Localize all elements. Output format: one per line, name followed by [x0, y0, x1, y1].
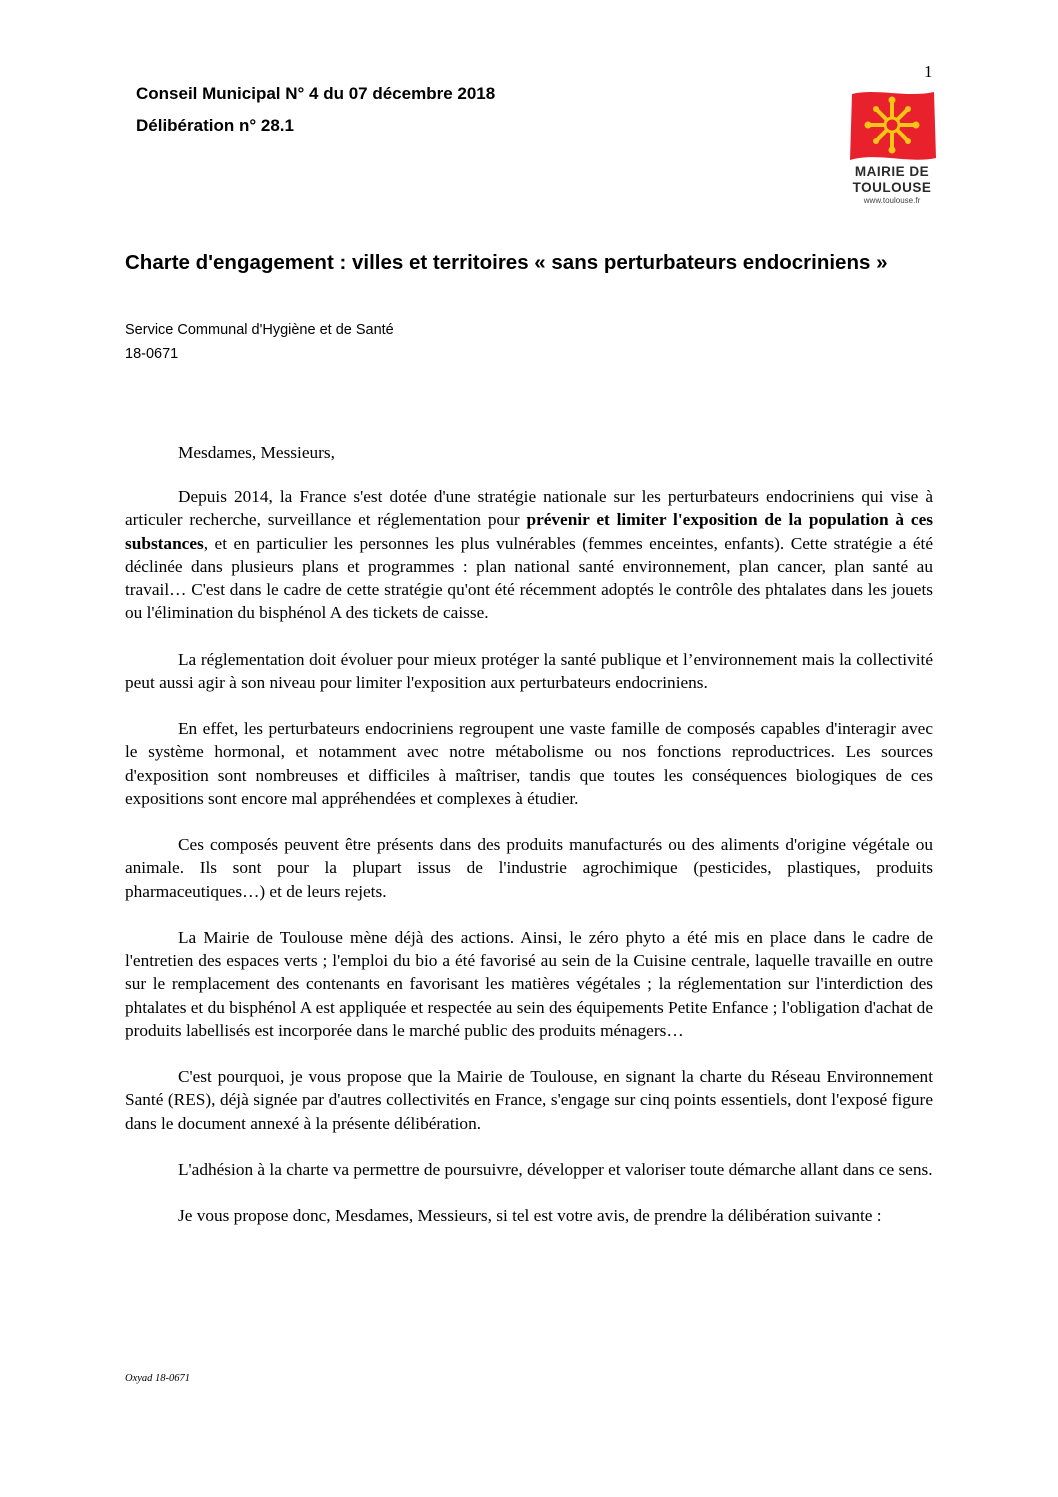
- salutation: Mesdames, Messieurs,: [178, 443, 335, 462]
- document-body: [125, 441, 933, 1251]
- paragraph-regulation: La réglementation doit évoluer pour mieux protéger la santé publique et l’environnement mais la collectivité peut aussi agir à son niveau pour limiter l'exposition aux perturbateurs endocriniens.: [125, 649, 933, 692]
- paragraph-endocrine-disruptors: En effet, les perturbateurs endocriniens regroupent une vaste famille de composés capables d'interagir avec le système hormonal, et notamment avec notre métabolisme ou nos fonctions reproductrices. Les sources d'exposition sont nombreuses et difficiles à maîtriser, tandis que toutes les conséquences biologiques de ces expositions sont encore mal appréhendées et complexes à étudier.: [125, 719, 933, 808]
- paragraph-proposal: C'est pourquoi, je vous propose que la Mairie de Toulouse, en signant la charte du Réseau Environnement Santé (RES), déjà signée par d'autres collectivités en France, s'engage sur cinq points essentiels, dont l'exposé figure dans le document annexé à la présente délibération.: [125, 1067, 933, 1133]
- paragraph-2-emphasis: prévenir et limiter l'exposition de la population à ces substances: [125, 510, 933, 553]
- reference-number: 18-0671: [125, 346, 179, 362]
- paragraph-toulouse-actions: La Mairie de Toulouse mène déjà des actions. Ainsi, le zéro phyto a été mis en place dans le cadre de l'entretien des espaces verts ; l'emploi du bio a été favorisé au sein de la Cuisine centrale, laquelle travaille en outre sur le remplacement des contenants en favorisant les matières végétales ; la réglementation sur l'interdiction des phtalates et du bisphénol A est appliquée et respectée au sein des équipements Petite Enfance ; l'obligation d'achat de produits labellisés est incorporée dans le marché public des produits ménagers…: [125, 928, 933, 1040]
- footer-reference: Oxyad 18-0671: [125, 1373, 191, 1384]
- logo-text-line1: MAIRIE DE: [854, 164, 930, 179]
- logo-url: www.toulouse.fr: [863, 196, 921, 205]
- paragraph-2-tail: , et en particulier les personnes les plus vulnérables (femmes enceintes, enfants). Cette stratégie a été déclinée dans plusieurs plans et programmes : plan national santé environnement, plan cancer, plan santé au travail… C'est dans le cadre de cette stratégie qu'ont été récemment adoptés le contrôle des phtalates dans les jouets ou l'élimination du bisphénol A des tickets de caisse.: [125, 533, 933, 623]
- deliberation-number: Délibération n° 28.1: [136, 116, 294, 135]
- mairie-de-toulouse-logo: [846, 88, 938, 208]
- service-name: Service Communal d'Hygiène et de Santé: [125, 322, 394, 338]
- occitan-cross-flag-icon: [846, 88, 938, 164]
- paragraph-compounds: Ces composés peuvent être présents dans des produits manufacturés ou des aliments d'origine végétale ou animale. Ils sont pour la plupart issus de l'industrie agrochimique (pesticides, plastiques, produits pharmaceutiques…) et de leurs rejets.: [125, 835, 933, 901]
- document-title: Charte d'engagement : villes et territoires « sans perturbateurs endocriniens »: [125, 251, 888, 274]
- paragraph-adhesion: L'adhésion à la charte va permettre de poursuivre, développer et valoriser toute démarche allant dans ce sens.: [178, 1160, 933, 1179]
- council-session-header: Conseil Municipal N° 4 du 07 décembre 2018: [136, 84, 496, 103]
- paragraph-conclusion: Je vous propose donc, Mesdames, Messieurs, si tel est votre avis, de prendre la délibération suivante :: [178, 1206, 882, 1226]
- paragraph-national-strategy: [125, 485, 933, 624]
- page-number: 1: [924, 62, 933, 81]
- paragraph-2-lead: Depuis 2014, la France s'est dotée d'une stratégie nationale sur les perturbateurs endocriniens qui vise à articuler recherche, surveillance et réglementation pour: [125, 487, 933, 530]
- logo-text-line2: TOULOUSE: [852, 180, 932, 195]
